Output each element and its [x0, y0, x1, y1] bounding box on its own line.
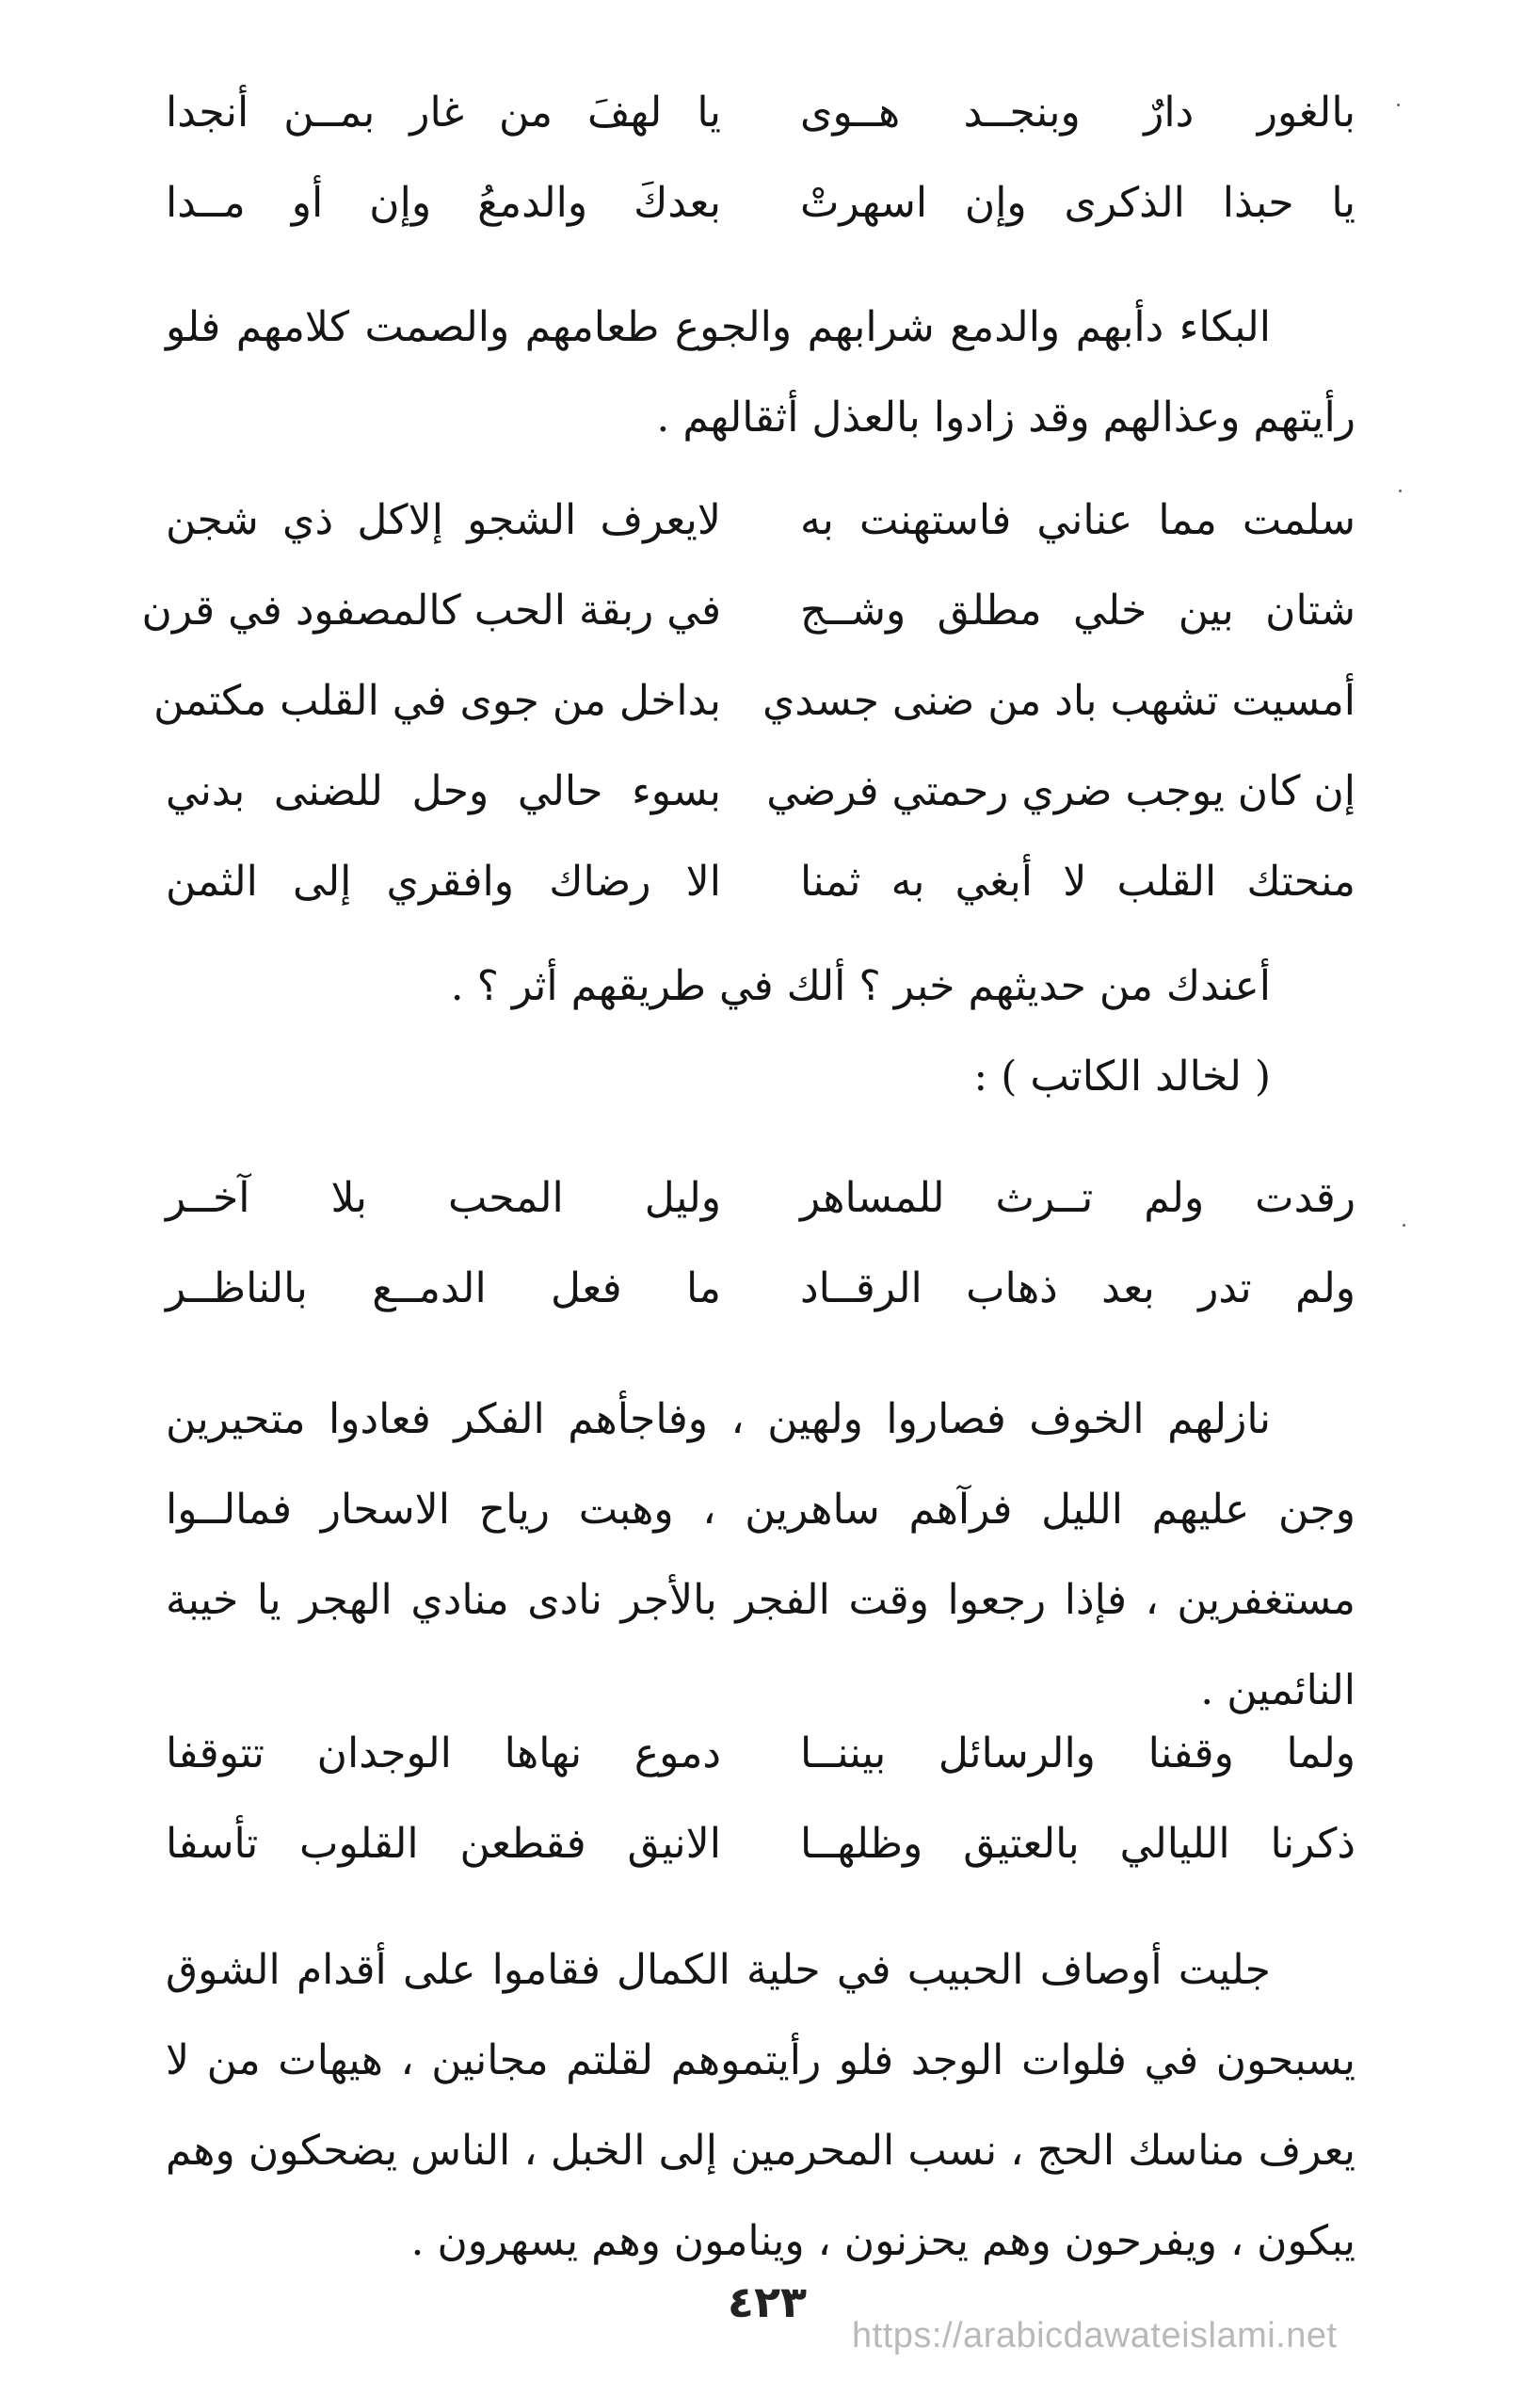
verse-second-hemistich: الانيق فقطعن القلوب تأسفا [166, 1820, 721, 1868]
poem-block-3 [166, 1153, 1356, 1334]
poem-block-4 [166, 1709, 1356, 1889]
verse-line [141, 566, 1356, 656]
verse-second-hemistich: الا رضاك وافقري إلى الثمن [166, 858, 721, 906]
question-line: أعندك من حديثهم خبر ؟ ألك في طريقهم أثر ؟ . [450, 962, 1271, 1010]
verse-second-hemistich: وليل المحب بلا آخــر [166, 1174, 721, 1222]
verse-line [166, 837, 1356, 927]
prose-paragraph: البكاء دأبهم والدمع شرابهم والجوع طعامهم والصمت كلامهم فلو رأيتهم وعذالهم وقد زادوا بالعذل أثقالهم . [166, 303, 1356, 442]
verse-first-hemistich: سلمت مما عناني فاستهنت به [800, 496, 1356, 544]
verse-first-hemistich: أمسيت تشهب باد من ضنى جسدي [762, 677, 1356, 725]
verse-first-hemistich: ولم تدر بعد ذهاب الرقــاد [800, 1264, 1356, 1312]
scan-speck [1403, 1224, 1405, 1227]
poet-attribution: ( لخالد الكاتب ) : [973, 1053, 1271, 1101]
prose-paragraph: جليت أوصاف الحبيب في حلية الكمال فقاموا على أقدام الشوق يسبحون في فلوات الوجد فلو رأيتموهم لقلتم مجانين ، هيهات من لا يعرف مناسك الحج ، نسب المحرمين إلى الخبل ، الناس يضحكون وهم يبكون ، ويفرحون وهم يحزنون ، وينامون وهم يسهرون . [166, 1946, 1356, 2265]
verse-first-hemistich: بالغور دارٌ وبنجــد هــوى [800, 88, 1356, 137]
prose-block-1 [166, 282, 1356, 463]
verse-second-hemistich: دموع نهاها الوجدان تتوقفا [166, 1729, 721, 1777]
watermark-url: https://arabicdawateislami.net [852, 2316, 1338, 2355]
verse-first-hemistich: يا حبذا الذكرى وإن اسهرتْ [800, 179, 1356, 227]
verse-line [166, 1153, 1356, 1244]
scan-speck [1397, 104, 1400, 106]
verse-line [166, 68, 1356, 158]
verse-first-hemistich: ذكرنا الليالي بالعتيق وظلهــا [800, 1820, 1356, 1868]
verse-first-hemistich: رقدت ولم تــرث للمساهر [800, 1174, 1356, 1222]
verse-line [166, 1799, 1356, 1889]
verse-first-hemistich: منحتك القلب لا أبغي به ثمنا [800, 858, 1356, 906]
page-number: ٤٢٣ [727, 2276, 808, 2327]
verse-second-hemistich: ما فعل الدمــع بالناظــر [166, 1264, 721, 1312]
verse-first-hemistich: ولما وقفنا والرسائل بيننــا [800, 1729, 1356, 1777]
scan-speck [1399, 490, 1402, 492]
poem-block-1 [166, 68, 1356, 249]
verse-line [166, 158, 1356, 249]
verse-line [166, 747, 1356, 837]
prose-block-3 [166, 1925, 1356, 2287]
prose-block-2 [166, 1374, 1356, 1736]
verse-first-hemistich: شتان بين خلي مطلق وشــج [800, 587, 1356, 635]
verse-second-hemistich: لايعرف الشجو إلاكل ذي شجن [166, 496, 721, 544]
question-block [166, 941, 1356, 1122]
verse-first-hemistich: إن كان يوجب ضري رحمتي فرضي [766, 767, 1356, 815]
verse-second-hemistich: بعدكَ والدمعُ وإن أو مــدا [166, 179, 721, 227]
verse-line [166, 1709, 1356, 1799]
verse-line [166, 475, 1356, 566]
verse-line [153, 656, 1356, 747]
prose-paragraph: نازلهم الخوف فصاروا ولهين ، وفاجأهم الفكر فعادوا متحيرين وجن عليهم الليل فرآهم ساهرين ، وهبت رياح الاسحار فمالــوا مستغفرين ، فإذا رجعوا وقت الفجر بالأجر نادى منادي الهجر يا خيبة النائمين . [166, 1395, 1356, 1714]
verse-line [166, 1244, 1356, 1334]
verse-second-hemistich: بسوء حالي وحل للضنى بدني [166, 767, 721, 815]
verse-second-hemistich: بداخل من جوى في القلب مكتمن [153, 677, 721, 725]
verse-second-hemistich: يا لهفَ من غار بمــن أنجدا [166, 88, 721, 137]
verse-second-hemistich: في ربقة الحب كالمصفود في قرن [141, 587, 721, 635]
poem-block-2 [141, 475, 1356, 927]
